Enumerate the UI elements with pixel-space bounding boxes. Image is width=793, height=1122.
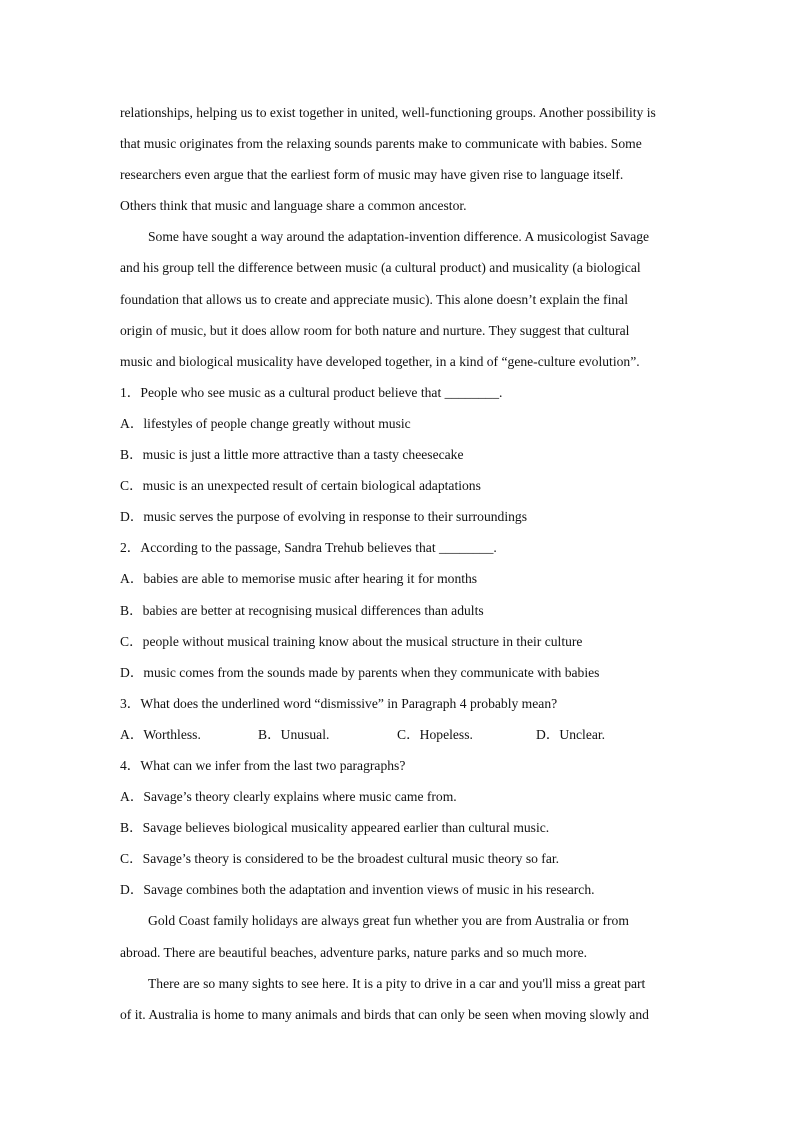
passage1-paragraph1 [120,97,680,221]
text-line: foundation that allows us to create and appreciate music). This alone doesn’t explain the final [120,291,628,307]
text-line: relationships, helping us to exist together in united, well-functioning groups. Another possibility is [120,105,656,120]
text-line: origin of music, but it does allow room for both nature and nurture. They suggest that cultural [120,322,630,338]
answer-option: D．Savage combines both the adaptation and invention views of music in his research. [120,882,595,898]
answer-option: D．Unclear. [536,726,606,742]
passage2-paragraph1 [120,905,680,967]
question-stem: 4．What can we infer from the last two paragraphs? [120,757,406,773]
answer-option: C．Savage’s theory is considered to be the broadest cultural music theory so far. [120,851,560,867]
answer-option: B．babies are better at recognising musical differences than adults [120,602,484,618]
answer-option: A．Savage’s theory clearly explains where music came from. [120,789,457,805]
text-line: of it. Australia is home to many animals and birds that can only be seen when moving slowly and [120,1006,649,1022]
text-line: abroad. There are beautiful beaches, adventure parks, nature parks and so much more. [120,944,588,960]
answer-option: C．Hopeless. [397,726,473,742]
answer-option: B．Savage believes biological musicality appeared earlier than cultural music. [120,820,550,836]
question-1 [120,377,680,532]
question-3 [120,688,680,750]
question-stem: 1．People who see music as a cultural product believe that ________. [120,384,503,400]
question-stem: 3．What does the underlined word “dismissive” in Paragraph 4 probably mean? [120,695,558,711]
answer-option: D．music serves the purpose of evolving in response to their surroundings [120,509,527,525]
answer-option: C．music is an unexpected result of certain biological adaptations [120,478,481,494]
passage2-paragraph2 [120,968,680,1030]
answer-option: D．music comes from the sounds made by parents when they communicate with babies [120,664,600,680]
answer-option: A．lifestyles of people change greatly without music [120,415,411,431]
answer-options-row [120,719,680,750]
text-line: researchers even argue that the earliest form of music may have given rise to language itself. [120,167,624,183]
answer-option: A．Worthless. [120,726,201,742]
text-line: Some have sought a way around the adaptation-invention difference. A musicologist Savage [148,229,650,245]
text-line: Gold Coast family holidays are always great fun whether you are from Australia or from [148,913,629,929]
text-line: There are so many sights to see here. It is a pity to drive in a car and you'll miss a great part [148,975,646,991]
document-page [120,97,680,1030]
answer-option: B．music is just a little more attractive than a tasty cheesecake [120,447,464,463]
question-2 [120,532,680,687]
text-line: and his group tell the difference between music (a cultural product) and musicality (a biological [120,260,641,276]
text-line: Others think that music and language share a common ancestor. [120,198,467,214]
passage1-paragraph2 [120,221,680,376]
question-4 [120,750,680,905]
answer-option: B．Unusual. [258,726,330,742]
answer-option: C．people without musical training know about the musical structure in their culture [120,633,583,649]
question-stem: 2．According to the passage, Sandra Trehub believes that ________. [120,540,497,556]
text-line: that music originates from the relaxing sounds parents make to communicate with babies. Some [120,136,642,152]
answer-option: A．babies are able to memorise music after hearing it for months [120,571,478,587]
text-line: music and biological musicality have developed together, in a kind of “gene-culture evolution”. [120,353,640,369]
